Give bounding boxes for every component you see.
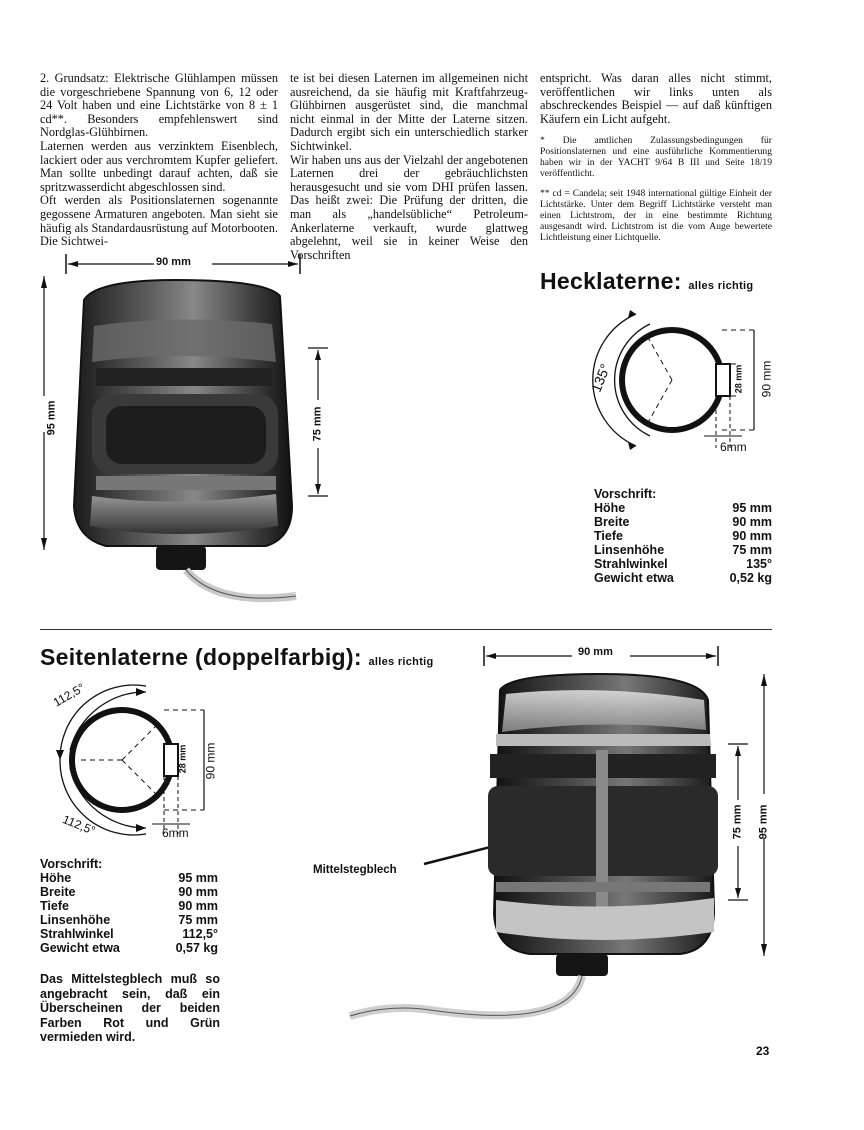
height-label: 95 mm	[45, 400, 58, 436]
spec-label: Linsenhöhe	[594, 543, 665, 557]
side-spec-table	[40, 857, 218, 955]
spec-value: 90 mm	[178, 885, 218, 899]
spec-row	[594, 543, 772, 557]
spec-title: Vorschrift:	[40, 857, 103, 871]
callout-label: Mittelstegblech	[313, 864, 397, 876]
text-column-3	[540, 72, 772, 243]
heading-title: Hecklaterne:	[540, 268, 682, 294]
side-note: Das Mittelstegblech muß so angebracht sein, daß ein Überscheinen der beiden Farben Rot und Grün vermieden wird.	[40, 972, 220, 1045]
spec-label: Linsenhöhe	[40, 913, 111, 927]
dim-6-label: 6mm	[720, 440, 747, 454]
text-column-1	[40, 72, 278, 249]
paragraph: Oft werden als Positionslaternen sogenannte gegossene Armaturen angeboten. Man sieht sie häufig als Standardausrüstung auf Motorbooten. Die Sichtwei-	[40, 193, 278, 249]
spec-label: Breite	[40, 885, 76, 899]
spec-row	[40, 871, 218, 885]
spec-value: 112,5°	[182, 927, 218, 941]
spec-row	[40, 941, 218, 955]
stern-lantern-diagram	[586, 306, 786, 458]
spec-value: 90 mm	[732, 529, 772, 543]
spec-value: 75 mm	[732, 543, 772, 557]
height-label: 95 mm	[757, 804, 770, 840]
spec-value: 0,52 kg	[729, 571, 772, 585]
page-number: 23	[756, 1044, 770, 1058]
spec-value: 75 mm	[178, 913, 218, 927]
spec-value: 90 mm	[732, 515, 772, 529]
dim-28-label: 28 mm	[733, 364, 744, 394]
dim-90-label: 90 mm	[203, 742, 218, 780]
angle-bottom-label: 112,5°	[60, 812, 98, 838]
lens-label: 75 mm	[731, 804, 744, 840]
section-divider	[40, 629, 772, 630]
spec-value: 0,57 kg	[175, 941, 218, 955]
spec-row	[594, 501, 772, 515]
stern-lantern-heading	[540, 268, 753, 295]
paragraph: entspricht. Was daran alles nicht stimmt, veröffentlichen wir links unten als abschreckendes Beispiel — auf daß künftigen Käufern ein Licht aufgeht.	[540, 71, 772, 126]
lens-label: 75 mm	[311, 406, 324, 442]
angle-top-label: 112,5°	[50, 680, 88, 710]
spec-label: Strahlwinkel	[40, 927, 114, 941]
side-lantern-heading	[40, 644, 434, 671]
spec-label: Breite	[594, 515, 630, 529]
dim-90-label: 90 mm	[759, 360, 774, 398]
spec-value: 90 mm	[178, 899, 218, 913]
spec-row	[40, 913, 218, 927]
heading-title: Seitenlaterne (doppelfarbig):	[40, 644, 362, 670]
dim-6-label: 6mm	[162, 826, 189, 840]
spec-row	[594, 571, 772, 585]
spec-label: Gewicht etwa	[40, 941, 120, 955]
dim-28-label: 28 mm	[177, 744, 188, 774]
spec-label: Höhe	[594, 501, 626, 515]
side-lantern-photo	[330, 670, 730, 1042]
spec-label: Tiefe	[40, 899, 69, 913]
spec-row	[40, 899, 218, 913]
paragraph: Wir haben uns aus der Vielzahl der angebotenen Laternen drei der gebräuchlichsten herausgesucht und sie vom DHI prüfen lassen. Das heißt zwei: Die Prüfung der dritten, die man als „handelsübliche“ Petroleum-Ankerlaterne verkauft, wurde glattweg abgelehnt, weil sie in keiner Weise den Vorschriften	[290, 152, 528, 262]
angle-label: 135°	[587, 361, 614, 395]
spec-value: 95 mm	[732, 501, 772, 515]
paragraph: 2. Grundsatz: Elektrische Glühlampen müssen die vorgeschriebene Spannung von 6, 12 oder 24 Volt haben und eine Lichtstärke von 8 ± 1 cd**. Besonders empfehlenswert sind Nordglas-Glühbirnen.	[40, 71, 278, 140]
spec-value: 95 mm	[178, 871, 218, 885]
spec-row	[40, 885, 218, 899]
spec-row	[40, 927, 218, 941]
spec-title: Vorschrift:	[594, 487, 657, 501]
text-column-2	[290, 72, 528, 262]
spec-label: Strahlwinkel	[594, 557, 668, 571]
spec-value: 135°	[746, 557, 772, 571]
footnote: ** cd = Candela; seit 1948 international gültige Einheit der Lichtstärke. Unter dem Begriff Lichtstärke versteht man einen Lichtstrom, der in eine bestimmte Richtung ausgesandt wird. Lichtstrom ist die vom Auge bewertete Lichtleistung einer Lichtquelle.	[540, 188, 772, 244]
spec-row	[594, 557, 772, 571]
width-label: 90 mm	[578, 646, 613, 658]
paragraph: Laternen werden aus verzinktem Eisenblech, lackiert oder aus verchromtem Kupfer geliefert. Man sollte unbedingt darauf achten, daß sie spritzwasserdicht abgeschlossen sind.	[40, 138, 278, 194]
spec-label: Tiefe	[594, 529, 623, 543]
spec-row	[594, 515, 772, 529]
footnote: * Die amtlichen Zulassungsbedingungen für Positionslaternen und eine ausführliche Kommentierung haben wir in der YACHT 9/64 B III und Seite 18/19 veröffentlicht.	[540, 135, 772, 180]
width-label: 90 mm	[156, 256, 191, 268]
paragraph: te ist bei diesen Laternen im allgemeinen nicht ausreichend, da sie häufig mit Kraftfahrzeug-Glühbirnen ausgerüstet sind, die manchmal nicht einmal in der Mitte der Laterne sitzen. Dadurch ergibt sich ein unterschiedlich starker Sichtwinkel.	[290, 71, 528, 153]
spec-row	[594, 529, 772, 543]
heading-verdict: alles richtig	[688, 280, 754, 292]
spec-label: Höhe	[40, 871, 72, 885]
stern-spec-table	[594, 487, 772, 585]
heading-verdict: alles richtig	[368, 656, 434, 668]
stern-lantern-photo	[66, 276, 302, 612]
spec-label: Gewicht etwa	[594, 571, 674, 585]
